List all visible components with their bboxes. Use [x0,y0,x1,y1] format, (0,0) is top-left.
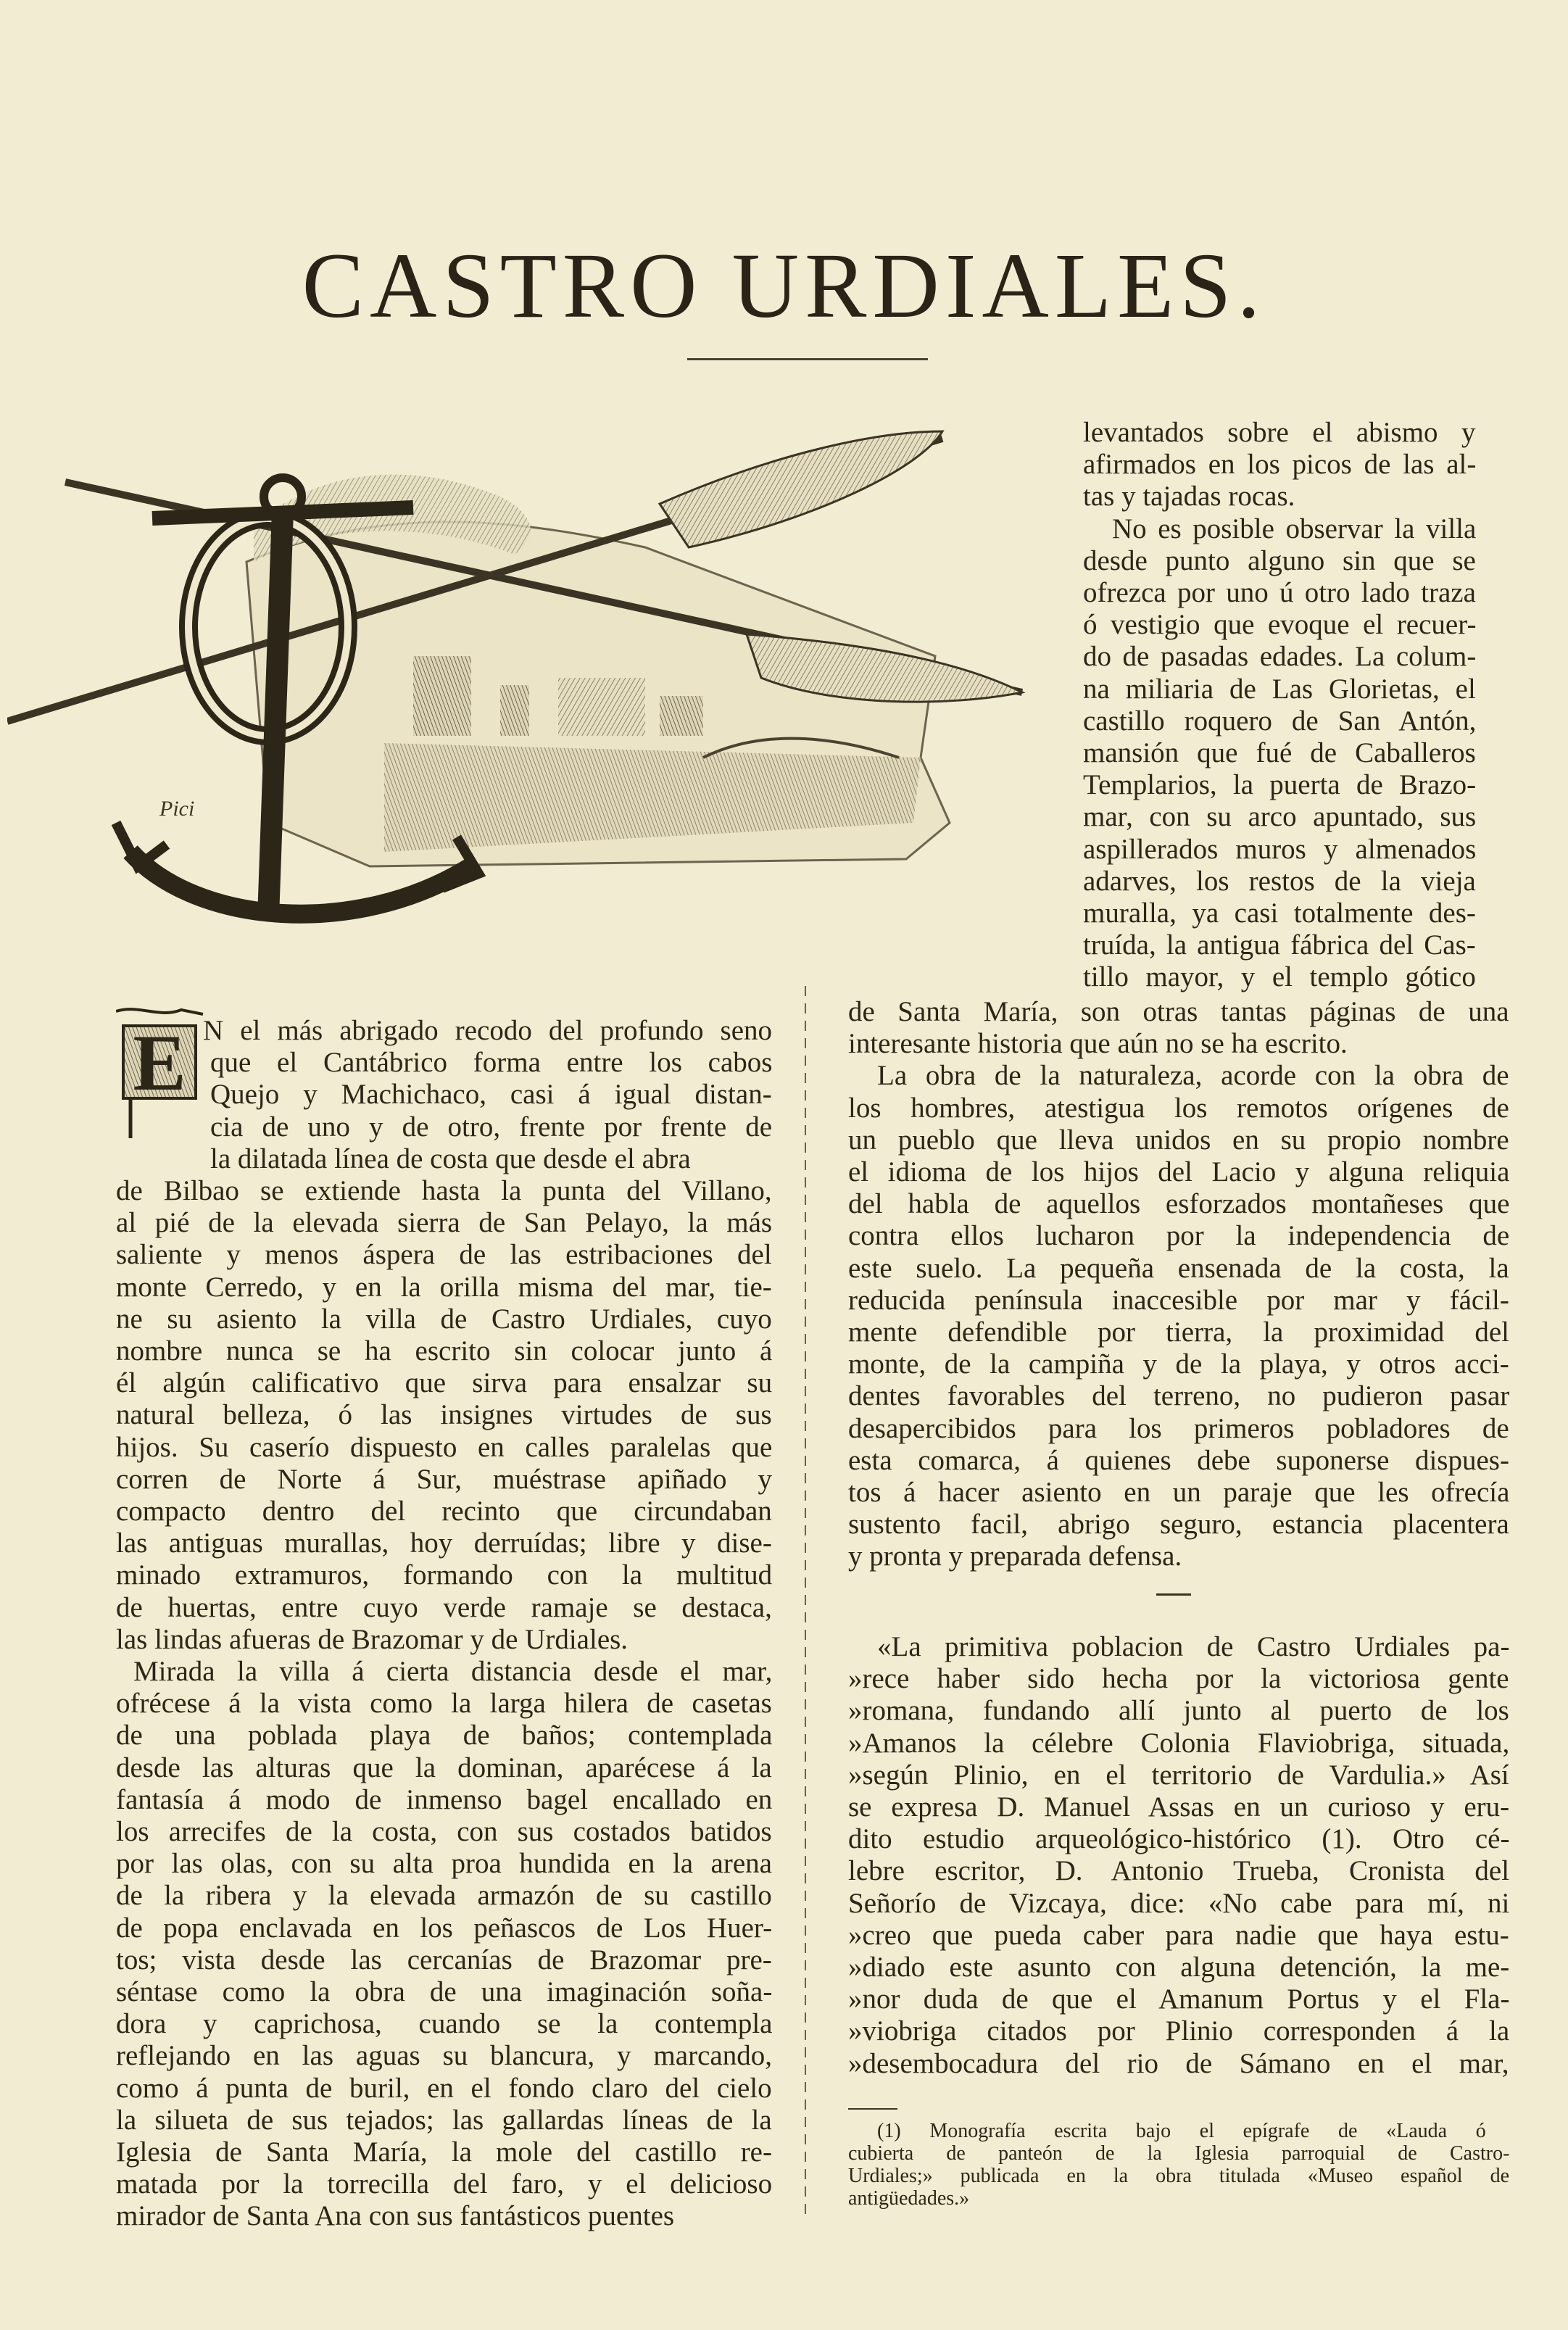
text-line: »rece haber sido hecha por la victoriosa gente [848,1663,1509,1695]
text-line: »romana, fundando allí junto al puerto de los [848,1695,1509,1727]
text-line: contra ellos lucharon por la independencia de [848,1220,1510,1252]
text-line: Mirada la villa á cierta distancia desde el mar, [133,1656,773,1687]
text-line: antigüedades.» [848,2187,970,2210]
text-line: mansión que fué de Caballeros [1083,737,1476,768]
text-line: tillo mayor, y el templo gótico [1083,961,1476,993]
column-divider [805,986,806,2218]
text-line: compacto dentro del recinto que circundaban [116,1496,772,1527]
text-line: matada por la torrecilla del faro, y el delicioso [116,2168,773,2200]
text-line: fantasía á modo de inmenso bagel encallado en [116,1783,773,1815]
text-line: él algún calificativo que sirva para ensalzar su [116,1367,773,1399]
text-line: como á punta de buril, en el fondo claro del cielo [116,2072,772,2104]
text-line: La obra de la naturaleza, acorde con la obra de [877,1060,1509,1092]
text-line: desapercibidos para los primeros pobladores de [848,1412,1509,1444]
illustration-signature: Pici [159,797,195,821]
dropcap-e [116,1004,204,1142]
text-line: tos; vista desde las cercanías de Brazomar pre- [116,1944,772,1975]
text-line: »según Plinio, en el territorio de Vardulia.» Así [848,1759,1509,1791]
text-line: dora y caprichosa, cuando se la contempla [116,2008,773,2040]
text-line: la silueta de sus tejados; las gallardas líneas de la [116,2104,772,2136]
text-line: del habla de aquellos esforzados montañeses que [848,1188,1510,1220]
text-line: dito estudio arqueológico-histórico (1). Otro cé- [848,1823,1510,1855]
text-line: Templarios, la puerta de Brazo- [1083,769,1477,801]
text-line: »Amanos la célebre Colonia Flaviobriga, situada, [848,1727,1510,1759]
text-line: castillo roquero de San Antón, [1083,705,1477,737]
text-line: de Bilbao se extiende hasta la punta del Villano, [116,1175,772,1206]
text-line: sustento facil, abrigo seguro, estancia placentera [848,1509,1509,1541]
text-line: monte Cerredo, y en la orilla misma del mar, tie- [116,1271,772,1303]
text-line: reflejando en las aguas su blancura, y marcando, [116,2040,772,2072]
text-line: levantados sobre el abismo y [1083,417,1476,448]
text-line: de la ribera y la elevada armazón de su castillo [116,1880,772,1912]
text-line: de popa enclavada en los peñascos de Los Huer- [116,1912,773,1944]
text-line: Iglesia de Santa María, la mole del castillo re- [116,2136,772,2168]
text-line: monte, de la campiña y de la playa, y otros acci- [848,1348,1509,1380]
text-line: nombre nunca se ha escrito sin colocar junto á [116,1335,773,1367]
text-line: los hombres, atestigua los remotos orígenes de [848,1092,1509,1124]
text-line: (1) Monografía escrita bajo el epígrafe de «Lauda ó [877,2120,1486,2142]
text-line: de una poblada playa de baños; contemplada [116,1720,773,1751]
text-line: adarves, los restos de la vieja [1083,865,1476,897]
text-line: un pueblo que lleva unidos en su propio nombre [848,1124,1509,1156]
text-line: minado extramuros, formando con la multitud [116,1559,773,1591]
text-line: do de pasadas edades. La colum- [1083,641,1477,673]
text-line: el idioma de los hijos del Lacio y alguna reliquia [848,1156,1510,1187]
text-line: lebre escritor, D. Antonio Trueba, Cronista del [848,1855,1510,1887]
text-line: N el más abrigado recodo del profundo seno [203,1015,773,1046]
text-line: cubierta de panteón de la Iglesia parroquial de Castro- [848,2142,1510,2165]
text-line: tos á hacer asiento en un paraje que les ofrecía [848,1477,1510,1508]
text-line: hijos. Su caserío dispuesto en calles paralelas que [116,1431,773,1463]
text-line: reducida península inaccesible por mar y fácil- [848,1284,1509,1316]
text-line: de Santa María, son otras tantas páginas de una [848,996,1509,1027]
text-line: que el Cantábrico forma entre los cabos [210,1047,773,1079]
text-line: ofrécese á la vista como la larga hilera de casetas [116,1688,772,1720]
text-line: aspillerados muros y almenados [1083,833,1477,865]
text-line: mar, con su arco apuntado, sus [1083,801,1477,833]
text-line: interesante historia que aún no se ha escrito. [848,1028,1348,1060]
text-line: desde las alturas que la dominan, aparécese á la [116,1751,772,1783]
text-line: »creo que pueda caber para nadie que haya estu- [848,1919,1509,1951]
dropcap-letter: E [133,1019,186,1107]
text-line: por las olas, con su alta proa hundida en la arena [116,1848,772,1880]
text-line: desde punto alguno sin que se [1083,544,1476,576]
text-line: las lindas afueras de Brazomar y de Urdiales. [116,1623,629,1655]
text-line: esta comarca, á quienes debe suponerse dispues- [848,1444,1509,1476]
text-line: natural belleza, ó las insignes virtudes de sus [116,1399,772,1431]
text-line: dentes favorables del terreno, no pudieron pasar [848,1380,1510,1412]
text-line: Quejo y Machichaco, casi á igual distan- [210,1079,772,1111]
text-line: y pronta y preparada defensa. [848,1541,1182,1572]
section-divider [1156,1593,1191,1596]
text-line: este suelo. La pequeña ensenada de la costa, la [848,1252,1509,1284]
text-line: Urdiales;» publicada en la obra titulada «Museo español de [848,2165,1510,2187]
text-line: cia de uno y de otro, frente por frente de [210,1111,773,1143]
text-line: mente defendible por tierra, la proximidad del [848,1317,1509,1348]
text-line: las antiguas murallas, hoy derruídas; libre y dise- [116,1527,772,1559]
text-line: se expresa D. Manuel Assas en un curioso y eru- [848,1791,1510,1823]
text-line: afirmados en los picos de las al- [1083,449,1477,481]
text-line: ofrezca por uno ú otro lado traza [1083,577,1476,608]
text-line: saliente y menos áspera de las estribaciones del [116,1239,772,1271]
footnote-rule [848,2108,897,2110]
page-title: CASTRO URDIALES. [302,234,1266,337]
text-line: tas y tajadas rocas. [1083,481,1295,513]
title-rule [687,358,928,360]
text-line: »viobriga citados por Plinio corresponden á la [848,2015,1510,2047]
text-line: «La primitiva poblacion de Castro Urdiales pa- [877,1631,1510,1662]
text-line: No es posible observar la villa [1112,513,1477,544]
text-line: ne su asiento la villa de Castro Urdiales, cuyo [116,1303,772,1335]
text-line: corren de Norte á Sur, muéstrase apiñado y [116,1463,773,1495]
text-line: »diado este asunto con alguna detención, la me- [848,1952,1510,1983]
text-line: los arrecifes de la costa, con sus costados batidos [116,1816,772,1847]
text-line: de huertas, entre cuyo verde ramaje se destaca, [116,1591,772,1623]
text-line: truída, la antigua fábrica del Cas- [1083,929,1476,961]
text-line: na miliaria de Las Glorietas, el [1083,673,1476,705]
text-line: muralla, ya casi totalmente des- [1083,897,1476,929]
anchor-illustration [7,417,1037,946]
text-line: Señorío de Vizcaya, dice: «No cabe para mí, ni [848,1887,1510,1919]
text-line: mirador de Santa Ana con sus fantásticos puentes [116,2200,675,2232]
text-line: séntase como la obra de una imaginación soña- [116,1976,773,2007]
text-line: al pié de la elevada sierra de San Pelayo, la más [116,1207,773,1239]
text-line: la dilatada línea de costa que desde el abra [210,1143,691,1174]
text-line: »desembocadura del rio de Sámano en el mar, [848,2047,1509,2079]
text-line: ó vestigio que evoque el recuer- [1083,609,1477,641]
text-line: »nor duda de que el Amanum Portus y el Fla- [848,1983,1510,2015]
